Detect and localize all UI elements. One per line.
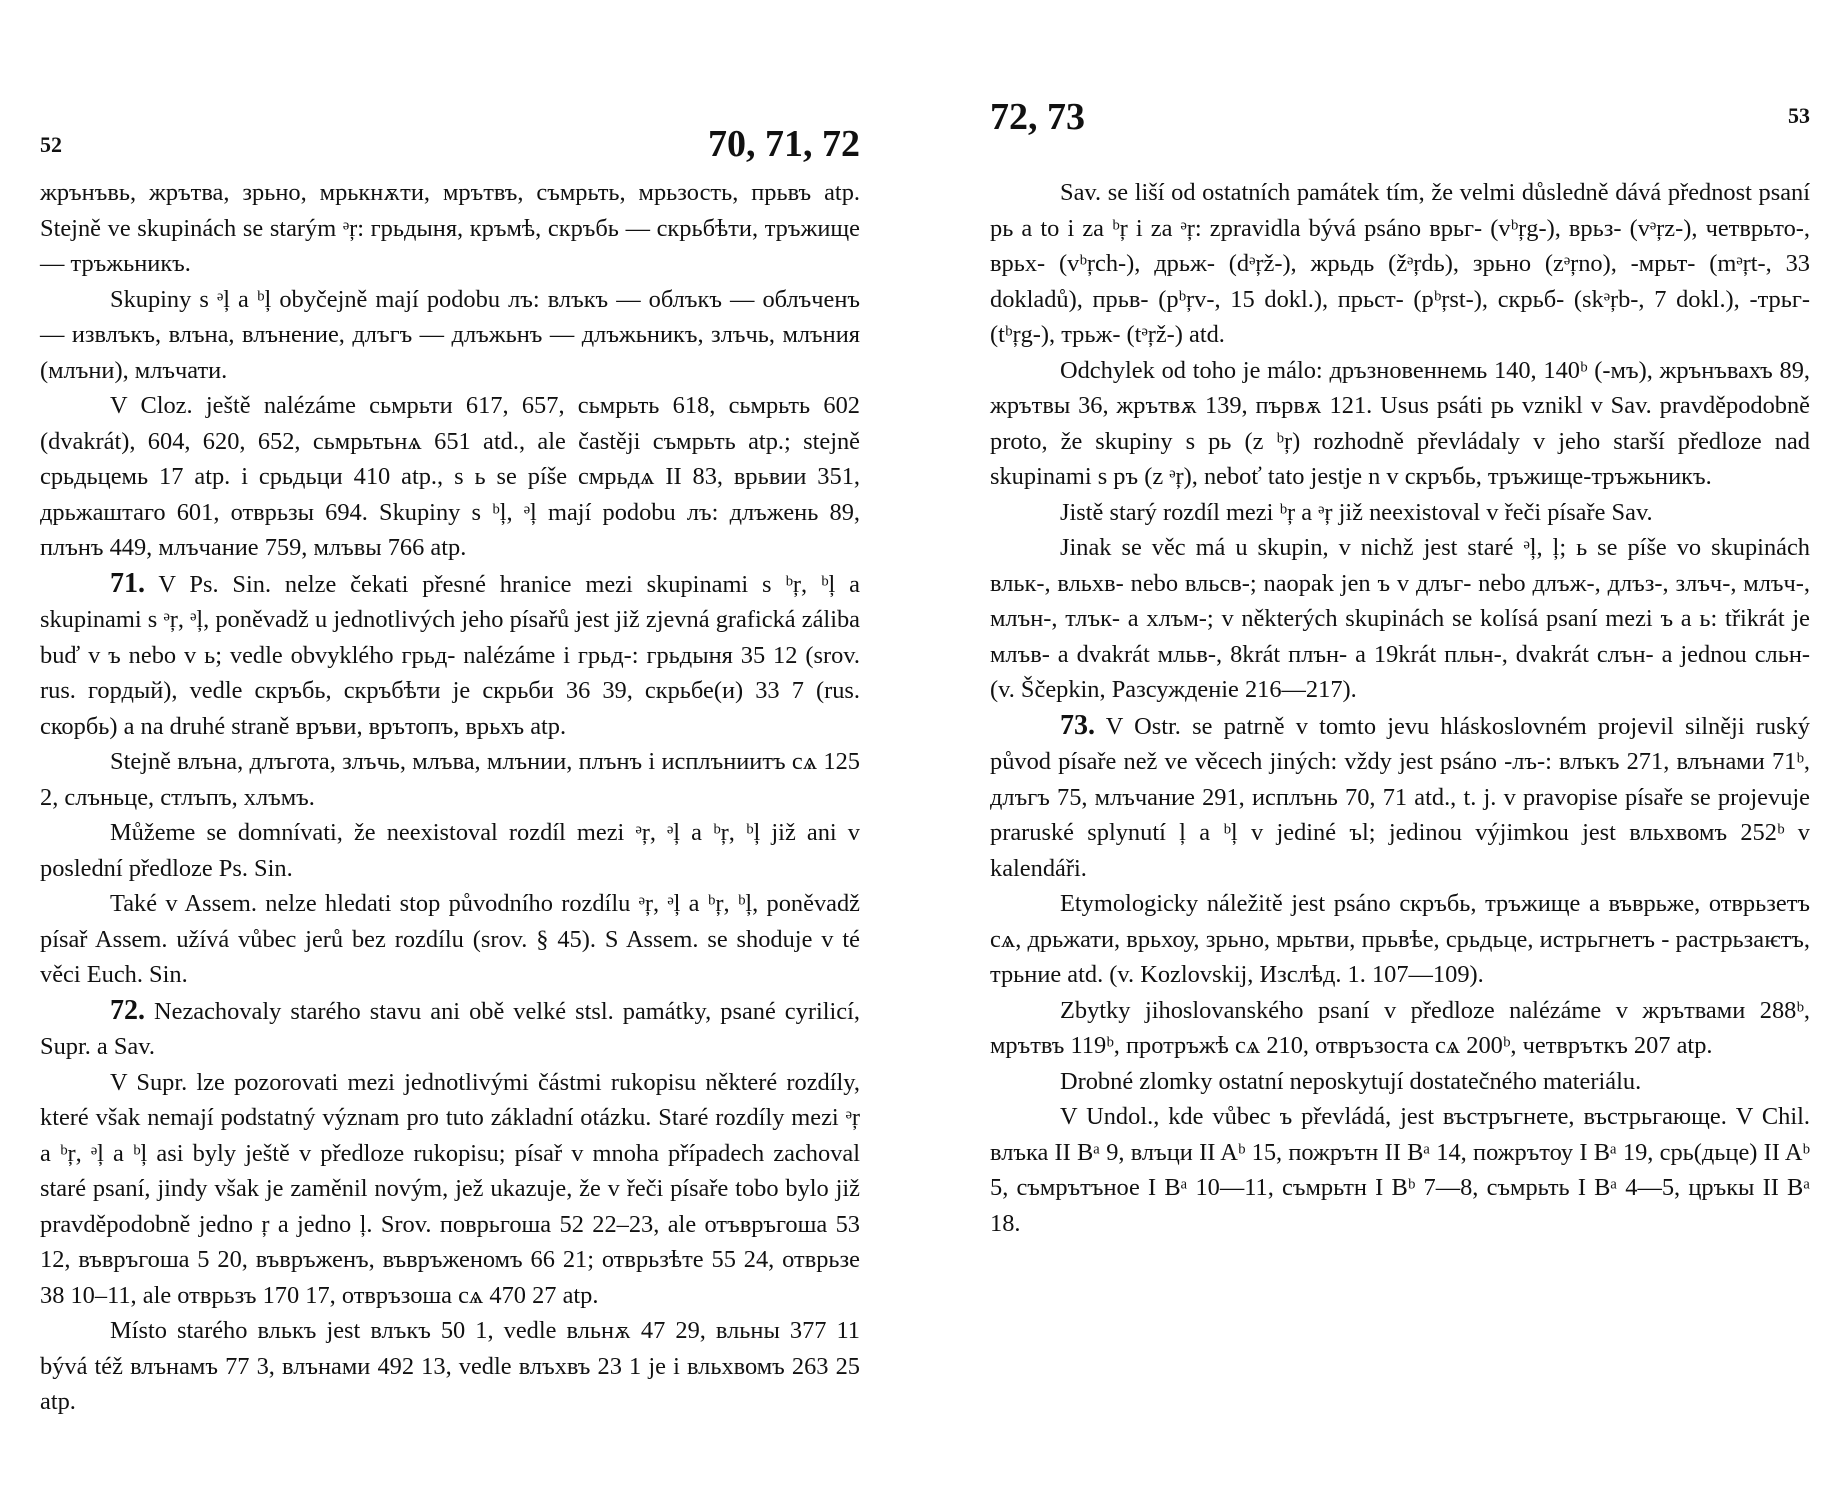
paragraph-text: V Cloz. ještě nalézáme сьмрьти 617, 657, сьмрьть 618, сьмрьть 602 (dvakrát), 604, 620, 652, сьмрьтьнѧ 651 atd., ale častěji съмрьть atp.; stejně срьдьцемь 17 atp. i срьдьци 410 atp., s ь se píše смрьдѧ II 83, врьвии 351, дрьжаштаго 601, отврьзы 694. Skupiny s ᵇļ, ᵊļ mají podobu лъ: длъжень 89, плънъ 449, млъчание 759, млъвы 766 atp. <box>40 392 860 561</box>
paragraph-text: Nezachovaly starého stavu ani obě velké stsl. památky, psané cyrilicí, Supr. a Sav. <box>40 997 860 1060</box>
page-number: 52 <box>40 132 62 157</box>
left-page-header <box>40 0 860 175</box>
paragraph <box>40 815 860 886</box>
paragraph <box>990 353 1810 495</box>
paragraph-text: жрънъвь, жрътва, зрьно, мрькнѫти, мрътвъ, съмрьть, мрьзость, прьвъ atp. Stejně ve skupinách se starým ᵊŗ: грьдыня, кръмѣ, скръбь — скрьбѣти, тръжище — тръжьникъ. <box>40 179 860 277</box>
paragraph <box>990 530 1810 708</box>
paragraph-text: Zbytky jihoslovanského psaní v předloze nalézáme v жрътвами 288ᵇ, мрътвъ 119ᵇ, протръжѣ сѧ 210, отвръзоста сѧ 200ᵇ, четвръткъ 207 atp. <box>990 996 1810 1059</box>
paragraph-text: Etymologicky náležitě jest psáno скръбь, тръжище a въврьже, отврьзетъ сѧ, дрьжати, врьхоу, зрьно, мрьтви, прьвѣе, срьдьце, истрьгнетъ - растрьзаѥтъ, трьние atd. (v. Kozlovskij, Изслѣд. 1. 107—109). <box>990 890 1810 988</box>
section-number: 73. <box>1060 709 1095 741</box>
paragraph-text: Stejně влъна, длъгота, злъчь, млъва, млънии, плънъ i исплъниитъ сѧ 125 2, слъньце, стлъпъ, хлъмъ. <box>40 748 860 811</box>
page-number: 53 <box>1788 103 1810 128</box>
paragraph <box>40 175 860 282</box>
section-number: 72. <box>110 994 145 1026</box>
paragraph-text: V Ostr. se patrně v tomto jevu hláskoslovném projevil silněji ruský původ písaře než ve věcech jiných: vždy jest psáno -лъ-: влъкъ 271, влънами 71ᵇ, длъгъ 75, млъчание 291, исплънь 70, 71 atd., t. j. v pravopise písaře se projevuje praruské splynutí ļ a ᵇļ v jediné ъl; jedinou výjimkou jest вльхвомъ 252ᵇ v kalendáři. <box>990 712 1810 882</box>
paragraph <box>40 282 860 389</box>
paragraph <box>990 993 1810 1064</box>
paragraph-text: Můžeme se domnívati, že neexistoval rozdíl mezi ᵊŗ, ᵊļ a ᵇŗ, ᵇļ již ani v poslední předloze Ps. Sin. <box>40 819 860 882</box>
paragraph <box>990 495 1810 531</box>
paragraph <box>40 1065 860 1314</box>
section-header: 70, 71, 72 <box>708 123 860 165</box>
paragraph <box>40 388 860 566</box>
right-page-header <box>990 0 1810 175</box>
left-page <box>40 0 860 1500</box>
paragraph-text: Také v Assem. nelze hledati stop původního rozdílu ᵊŗ, ᵊļ a ᵇŗ, ᵇļ, poněvadž písař Assem. užívá vůbec jerů bez rozdílu (srov. § 45). S Assem. se shoduje v té věci Euch. Sin. <box>40 890 860 988</box>
paragraph <box>40 566 860 745</box>
paragraph <box>990 1099 1810 1241</box>
left-page-body <box>40 175 860 1420</box>
paragraph <box>40 744 860 815</box>
section-header: 72, 73 <box>990 96 1085 138</box>
paragraph <box>990 886 1810 993</box>
paragraph-text: V Supr. lze pozorovati mezi jednotlivými částmi rukopisu některé rozdíly, které však nemají podstatný význam pro tuto základní otázku. Staré rozdíly mezi ᵊŗ a ᵇŗ, ᵊļ a ᵇļ asi byly ještě v předloze rukopisu; písař v mnoha případech zachoval staré psaní, jindy však je zaměnil novým, jež ukazuje, že v řeči písaře tobo bylo již pravděpodobně jedno ŗ a jedno ļ. Srov. поврьгоша 52 22–23, ale отъвръгоша 53 12, въвръгоша 5 20, въвръженъ, въвръженомъ 66 21; отврьзѣте 55 24, отврьзе 38 10–11, ale отврьзъ 170 17, отвръзоша сѧ 470 27 atp. <box>40 1068 860 1309</box>
paragraph-text: Jinak se věc má u skupin, v nichž jest staré ᵊļ, ļ; ь se píše vo skupinách вльк-, вльхв- nebo вльсв-; naopak jen ъ v длъг- nebo длъж-, длъз-, злъч-, млъч-, млън-, тлък- a хлъм-; v některých skupinách se kolísá psaní mezi ъ a ь: třikrát je млъв- a dvakrát мльв-, 8krát плън- a 19krát пльн-, dvakrát слън- a jednou сльн- (v. Ščepkin, Разсужденіе 216—217). <box>990 534 1810 703</box>
paragraph-text: Jistě starý rozdíl mezi ᵇŗ a ᵊŗ již neexistoval v řeči písaře Sav. <box>1060 498 1653 526</box>
right-page-body <box>990 175 1810 1241</box>
paragraph <box>990 175 1810 353</box>
paragraph-text: Místo starého влькъ jest влъкъ 50 1, vedle вльнѫ 47 29, вльны 377 11 bývá též влънамъ 77 3, влънами 492 13, vedle влъхвъ 23 1 je i вльхвомъ 263 25 atp. <box>40 1317 860 1415</box>
section-number: 71. <box>110 567 145 599</box>
paragraph-text: Sav. se liší od ostatních památek tím, že velmi důsledně dává přednost psaní рь a to i za ᵇŗ i za ᵊŗ: zpravidla bývá psáno врьг- (vᵇŗg-), врьз- (vᵊŗz-), четврьто-, врьх- (vᵇŗch-), дрьж- (dᵊŗž-), жрьдь (žᵊŗdь), зрьно (zᵊŗno), -мрьт- (mᵊŗt-, 33 dokladů), прьв- (pᵇŗv-, 15 dokl.), прьст- (pᵇŗst-), скрьб- (skᵊŗb-, 7 dokl.), -трьг- (tᵇŗg-), трьж- (tᵊŗž-) atd. <box>990 179 1810 348</box>
paragraph <box>40 886 860 993</box>
paragraph-text: Skupiny s ᵊļ a ᵇļ obyčejně mají podobu лъ: влъкъ — облъкъ — облъченъ — извлъкъ, влъна, влънение, длъгъ — длъжьнъ — длъжьникъ, злъчь, млъния (млъни), млъчати. <box>40 285 860 384</box>
paragraph-text: Odchylek od toho je málo: дръзновеннемь 140, 140ᵇ (-мъ), жрънъвахъ 89, жрътвы 36, жрътвѫ 139, първѫ 121. Usus psáti рь vznikl v Sav. pravděpodobně proto, že skupiny s рь (z ᵇŗ) rozhodně převládaly v jeho starší předloze nad skupinami s ръ (z ᵊŗ), neboť tato jestje n v скръбь, тръжище-тръжьникъ. <box>990 356 1810 490</box>
paragraph <box>990 708 1810 887</box>
paragraph <box>990 1064 1810 1100</box>
paragraph-text: V Ps. Sin. nelze čekati přesné hranice mezi skupinami s ᵇŗ, ᵇļ a skupinami s ᵊŗ, ᵊļ, poněvadž u jednotlivých jeho písařů jest již zjevná grafická záliba buď v ъ nebo v ь; vedle obvyklého грьд- nalézáme i грьд-: грьдыня 35 12 (srov. rus. гордый), vedle скръбь, скръбѣти je скрьби 36 39, скрьбе(и) 33 7 (rus. скорбь) a na druhé straně връви, врътопъ, врьхъ atp. <box>40 570 860 740</box>
paragraph <box>40 993 860 1065</box>
right-page <box>990 0 1810 1500</box>
paragraph-text: Drobné zlomky ostatní neposkytují dostatečného materiálu. <box>1060 1067 1642 1095</box>
paragraph <box>40 1313 860 1420</box>
paragraph-text: V Undol., kde vůbec ъ převládá, jest въстръгнете, въстрьгающе. V Chil. влъка II Bᵃ 9, влъци II Aᵇ 15, пожрътн II Bᵃ 14, пожрътоу I Bᵃ 19, срь(дьце) II Aᵇ 5, съмрътъное I Bᵃ 10—11, съмрьтн I Bᵇ 7—8, съмрьть I Bᵃ 4—5, цръкы II Bᵃ 18. <box>990 1103 1810 1237</box>
